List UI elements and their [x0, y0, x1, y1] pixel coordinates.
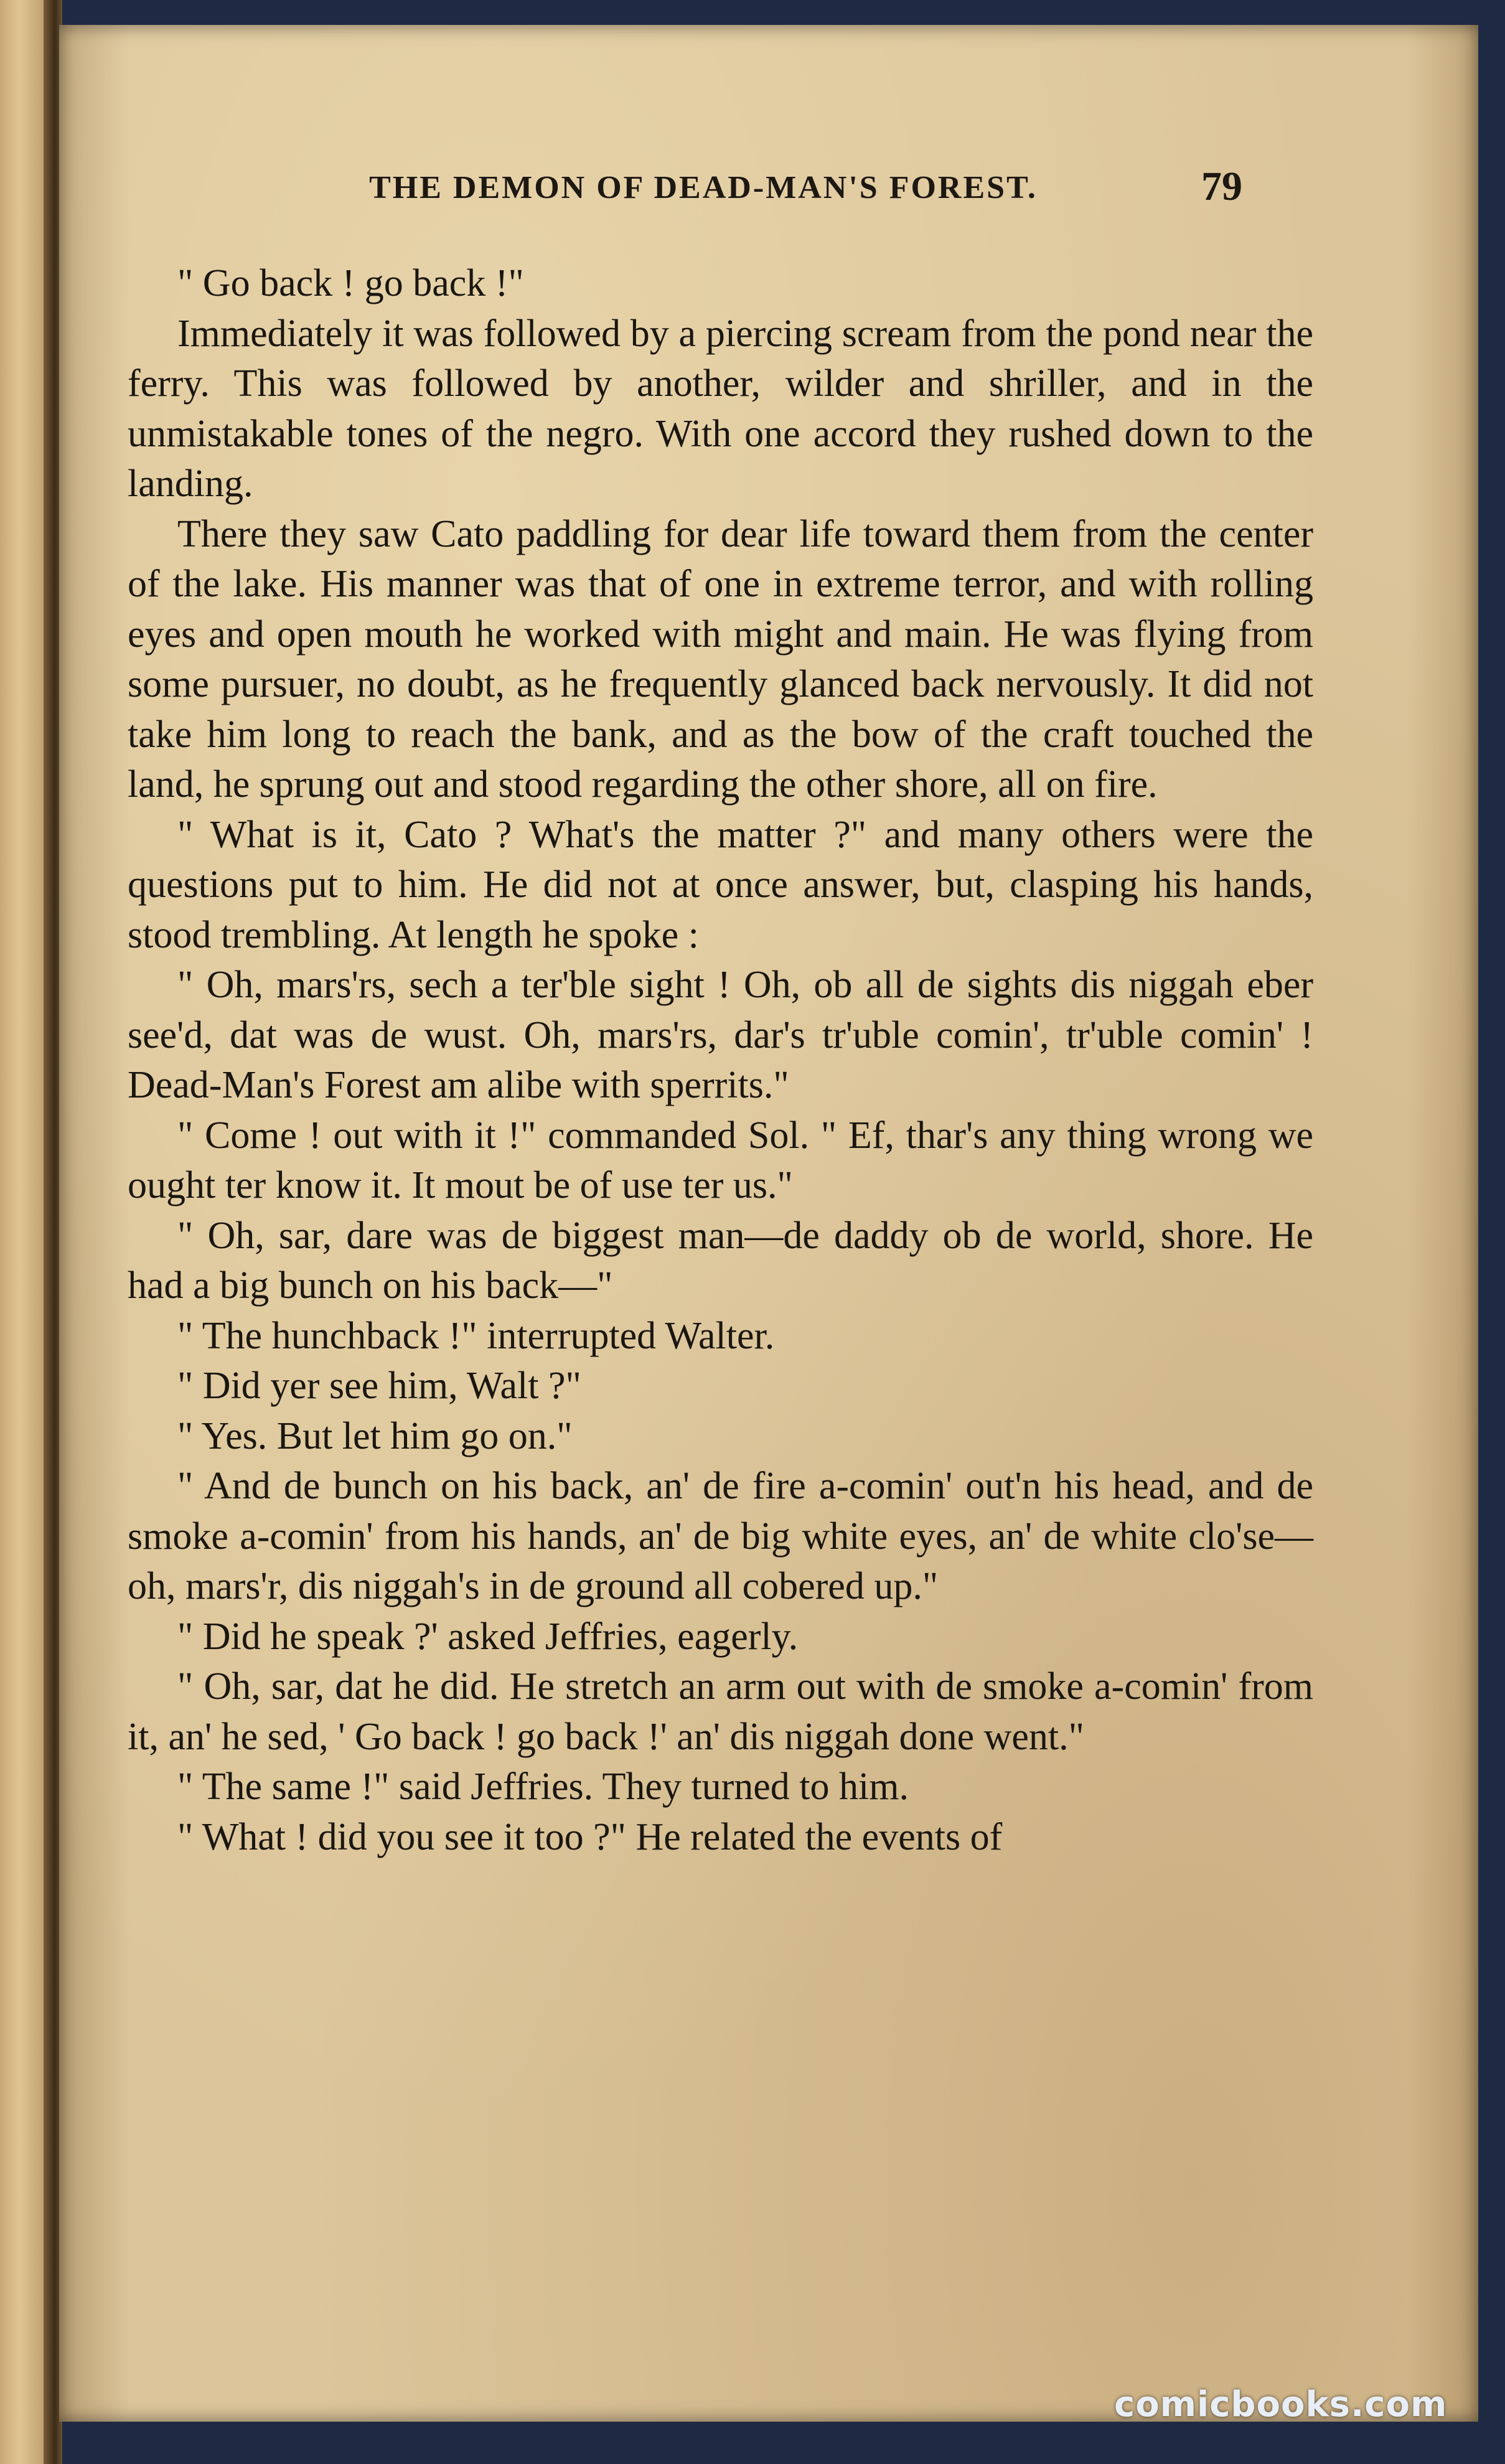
paragraph: " And de bunch on his back, an' de fire a-comin' out'n his head, and de smoke a-comin' from his hands, an' de big white eyes, an' de white clo'se—oh, mars'r, dis niggah's in de ground all cobered up."	[128, 1465, 1313, 1607]
paragraph: " Come ! out with it !" commanded Sol. " Ef, thar's any thing wrong we ought ter know it. It mout be of use ter us."	[128, 1114, 1313, 1206]
paragraph: " Oh, mars'rs, sech a ter'ble sight ! Oh, ob all de sights dis niggah eber see'd, dat was de wust. Oh, mars'rs, dar's tr'uble comin', tr'uble comin' ! Dead-Man's Forest am alibe with sperrits."	[128, 964, 1313, 1106]
paragraph: " Yes. But let him go on."	[177, 1414, 573, 1457]
watermark: comicbooks.com	[1114, 2384, 1448, 2425]
running-head: THE DEMON OF DEAD-MAN'S FOREST.	[369, 170, 1038, 205]
paragraph: " Did he speak ?' asked Jeffries, eagerly.	[177, 1615, 799, 1658]
paragraph: " Oh, sar, dat he did. He stretch an arm out with de smoke a-comin' from it, an' he sed, ' Go back ! go back !' an' dis niggah done went."	[128, 1665, 1313, 1758]
paragraph: " What is it, Cato ? What's the matter ?" and many others were the questions put to him. He did not at once answer, but, clasping his hands, stood trembling. At length he spoke :	[128, 813, 1313, 956]
paragraph: " What ! did you see it too ?" He related the events of	[177, 1815, 1003, 1858]
paragraph: " The hunchback !" interrupted Walter.	[177, 1314, 775, 1357]
paragraph: " Oh, sar, dare was de biggest man—de daddy ob de world, shore. He had a big bunch on his back—"	[128, 1214, 1313, 1307]
body-text	[128, 258, 1313, 1862]
page-number: 79	[1201, 164, 1242, 209]
paragraph: There they saw Cato paddling for dear life toward them from the center of the lake. His manner was that of one in extreme terror, and with rolling eyes and open mouth he worked with might and main. He was flying from some pursuer, no doubt, as he frequently glanced back nervously. It did not take him long to reach the bank, and as the bow of the craft touched the land, he sprung out and stood regarding the other shore, all on fire.	[128, 512, 1313, 806]
paragraph: " The same !" said Jeffries. They turned to him.	[177, 1766, 909, 1808]
paragraph: " Go back ! go back !"	[177, 262, 524, 304]
facing-page-edge	[0, 0, 50, 2464]
paragraph: Immediately it was followed by a piercing scream from the pond near the ferry. This was followed by another, wilder and shriller, and in the unmistakable tones of the negro. With one accord they rushed down to the landing.	[128, 312, 1313, 505]
paragraph: " Did yer see him, Walt ?"	[177, 1365, 581, 1407]
